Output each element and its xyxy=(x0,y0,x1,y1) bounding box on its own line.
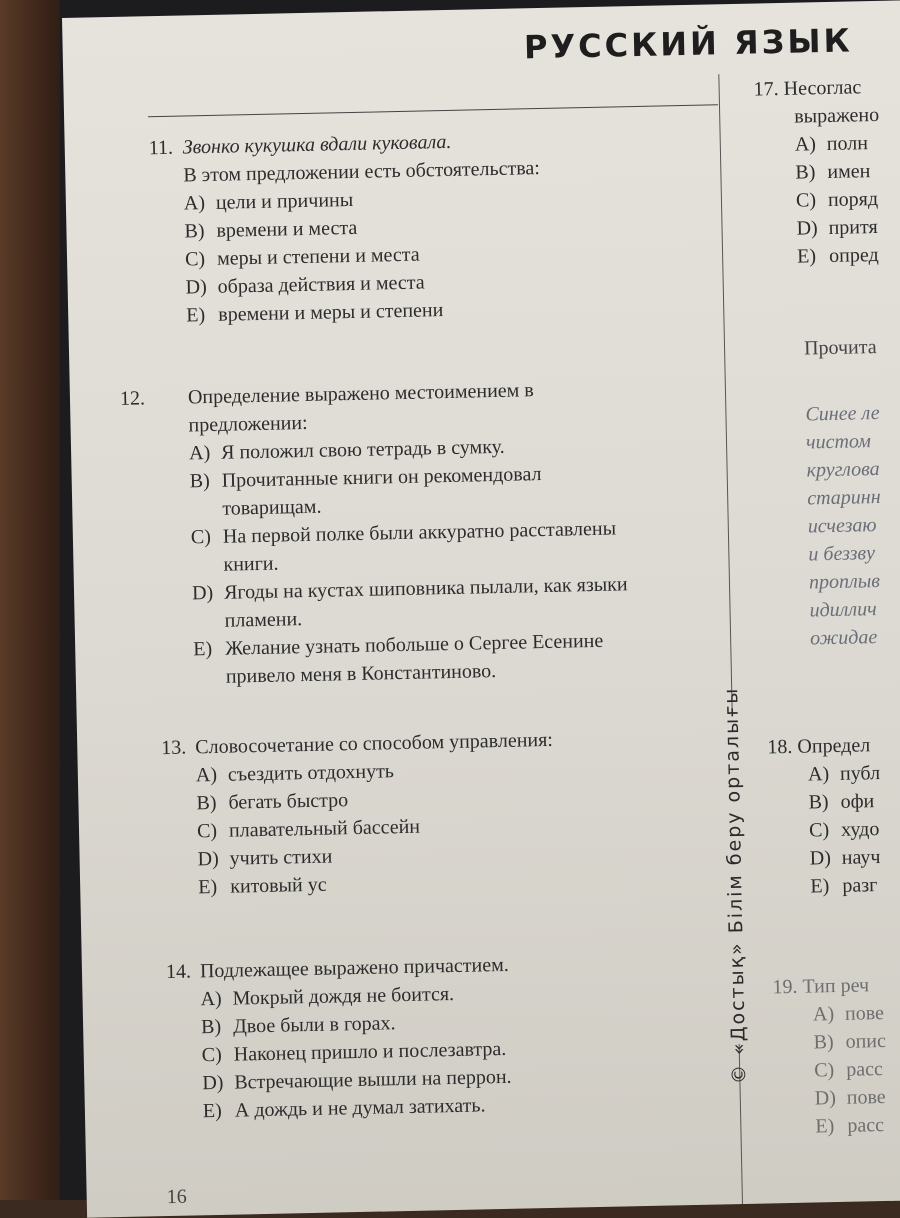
next-question-cut-off: 16 xyxy=(166,1185,187,1209)
answer-option-e[interactable]: E) разг xyxy=(810,874,878,898)
question-stem: Несоглас xyxy=(783,76,862,100)
answer-option-d[interactable]: D) учить стихи xyxy=(197,845,333,871)
question-number: 18. xyxy=(767,735,793,759)
subject-title: РУССКИЙ ЯЗЫК xyxy=(523,21,854,67)
question-number: 14. xyxy=(165,960,192,984)
question-number: 17. xyxy=(753,78,779,101)
passage-line: идиллич xyxy=(809,598,877,622)
answer-option-e[interactable]: E) времени и меры и степени xyxy=(186,299,444,327)
question-sentence: Звонко кукушка вдали куковала. xyxy=(182,130,452,159)
answer-option-c[interactable]: C) Наконец пришло и послезавтра. xyxy=(201,1037,507,1067)
reading-instruction: Прочита xyxy=(803,336,877,360)
answer-option-b[interactable]: B) имен xyxy=(795,160,871,184)
answer-option-b[interactable]: B) Прочитанные книги он рекомендовал товарищам. xyxy=(189,463,542,520)
answer-option-b[interactable]: B) опис xyxy=(813,1029,887,1054)
question-18 xyxy=(767,731,883,901)
answer-option-e[interactable]: E) китовый ус xyxy=(198,873,327,899)
answer-option-c[interactable]: C) меры и степени и места xyxy=(184,243,420,271)
reading-passage xyxy=(805,399,884,652)
passage-line: старинн xyxy=(806,485,881,510)
answer-option-a[interactable]: A) Я положил свою тетрадь в сумку. xyxy=(188,435,505,465)
answer-option-b[interactable]: B) офи xyxy=(808,790,875,814)
answer-option-d[interactable]: D) науч xyxy=(809,846,881,870)
answer-option-a[interactable]: A) пове xyxy=(812,1002,885,1026)
question-number: 13. xyxy=(161,736,187,760)
answer-option-b[interactable]: B) бегать быстро xyxy=(196,789,349,815)
question-number: 12. xyxy=(119,387,146,410)
answer-option-b[interactable]: B) Двое были в горах. xyxy=(200,1012,396,1039)
question-stem: Подлежащее выражено причастием. xyxy=(199,953,510,983)
answer-option-c[interactable]: C) поряд xyxy=(795,187,879,212)
answer-option-a[interactable]: A) цели и причины xyxy=(183,188,354,215)
question-11 xyxy=(148,126,543,330)
question-19 xyxy=(772,971,888,1141)
answer-option-d[interactable]: D) образа действия и места xyxy=(185,271,425,299)
question-number: 19. xyxy=(772,975,798,999)
answer-option-d[interactable]: D) Ягоды на кустах шиповника пылали, как языки пламени. xyxy=(191,573,628,632)
answer-option-c[interactable]: C) плавательный бассейн xyxy=(196,815,421,843)
answer-option-e[interactable]: E) опред xyxy=(796,243,879,268)
answer-option-a[interactable]: A) публ xyxy=(807,762,881,786)
passage-line: и беззву xyxy=(808,542,876,566)
answer-option-c[interactable]: C) худо xyxy=(808,818,880,842)
question-14 xyxy=(166,951,513,1126)
passage-line: чистом xyxy=(805,430,872,454)
passage-line: проплыв xyxy=(808,569,881,594)
answer-option-e[interactable]: E) Желание узнать побольше о Сергее Есенине привело меня в Константиново. xyxy=(193,629,604,688)
question-stem: Словосочетание со способом управления: xyxy=(195,728,554,759)
answer-option-d[interactable]: D) притя xyxy=(796,215,878,240)
publisher-watermark: © «Достық» Білім беру орталығы xyxy=(720,686,751,1085)
answer-option-e[interactable]: E) расс xyxy=(815,1114,885,1138)
passage-line: Синее ле xyxy=(805,401,880,426)
question-stem: Определение выражено местоимением в предложении: xyxy=(187,379,534,437)
answer-option-e[interactable]: E) А дождь и не думал затихать. xyxy=(202,1094,486,1123)
answer-option-d[interactable]: D) пове xyxy=(814,1085,886,1110)
answer-option-a[interactable]: A) полн xyxy=(794,132,869,156)
header-rule xyxy=(148,104,718,117)
passage-line: ожидае xyxy=(809,626,878,650)
question-stem: Тип реч xyxy=(802,974,870,998)
answer-option-c[interactable]: C) На первой полке были аккуратно расставлены книги. xyxy=(190,517,617,576)
question-13 xyxy=(161,726,556,902)
exam-sheet xyxy=(62,0,900,1218)
question-number: 11. xyxy=(148,136,174,160)
question-stem: В этом предложении есть обстоятельства: xyxy=(183,157,541,187)
passage-line: круглова xyxy=(806,457,880,482)
answer-option-d[interactable]: D) Встречающие вышли на перрон. xyxy=(202,1065,512,1095)
column-divider xyxy=(718,74,732,714)
question-12 xyxy=(119,374,630,692)
question-stem: Определ xyxy=(797,734,871,758)
answer-option-c[interactable]: C) расс xyxy=(813,1058,884,1082)
answer-option-b[interactable]: B) времени и места xyxy=(184,216,358,243)
answer-option-a[interactable]: A) Мокрый дождя не боится. xyxy=(200,983,455,1011)
passage-line: исчезаю xyxy=(807,514,877,538)
question-stem-cont: выражено xyxy=(793,103,880,128)
question-17 xyxy=(753,73,882,272)
answer-option-a[interactable]: A) съездить отдохнуть xyxy=(195,760,395,787)
